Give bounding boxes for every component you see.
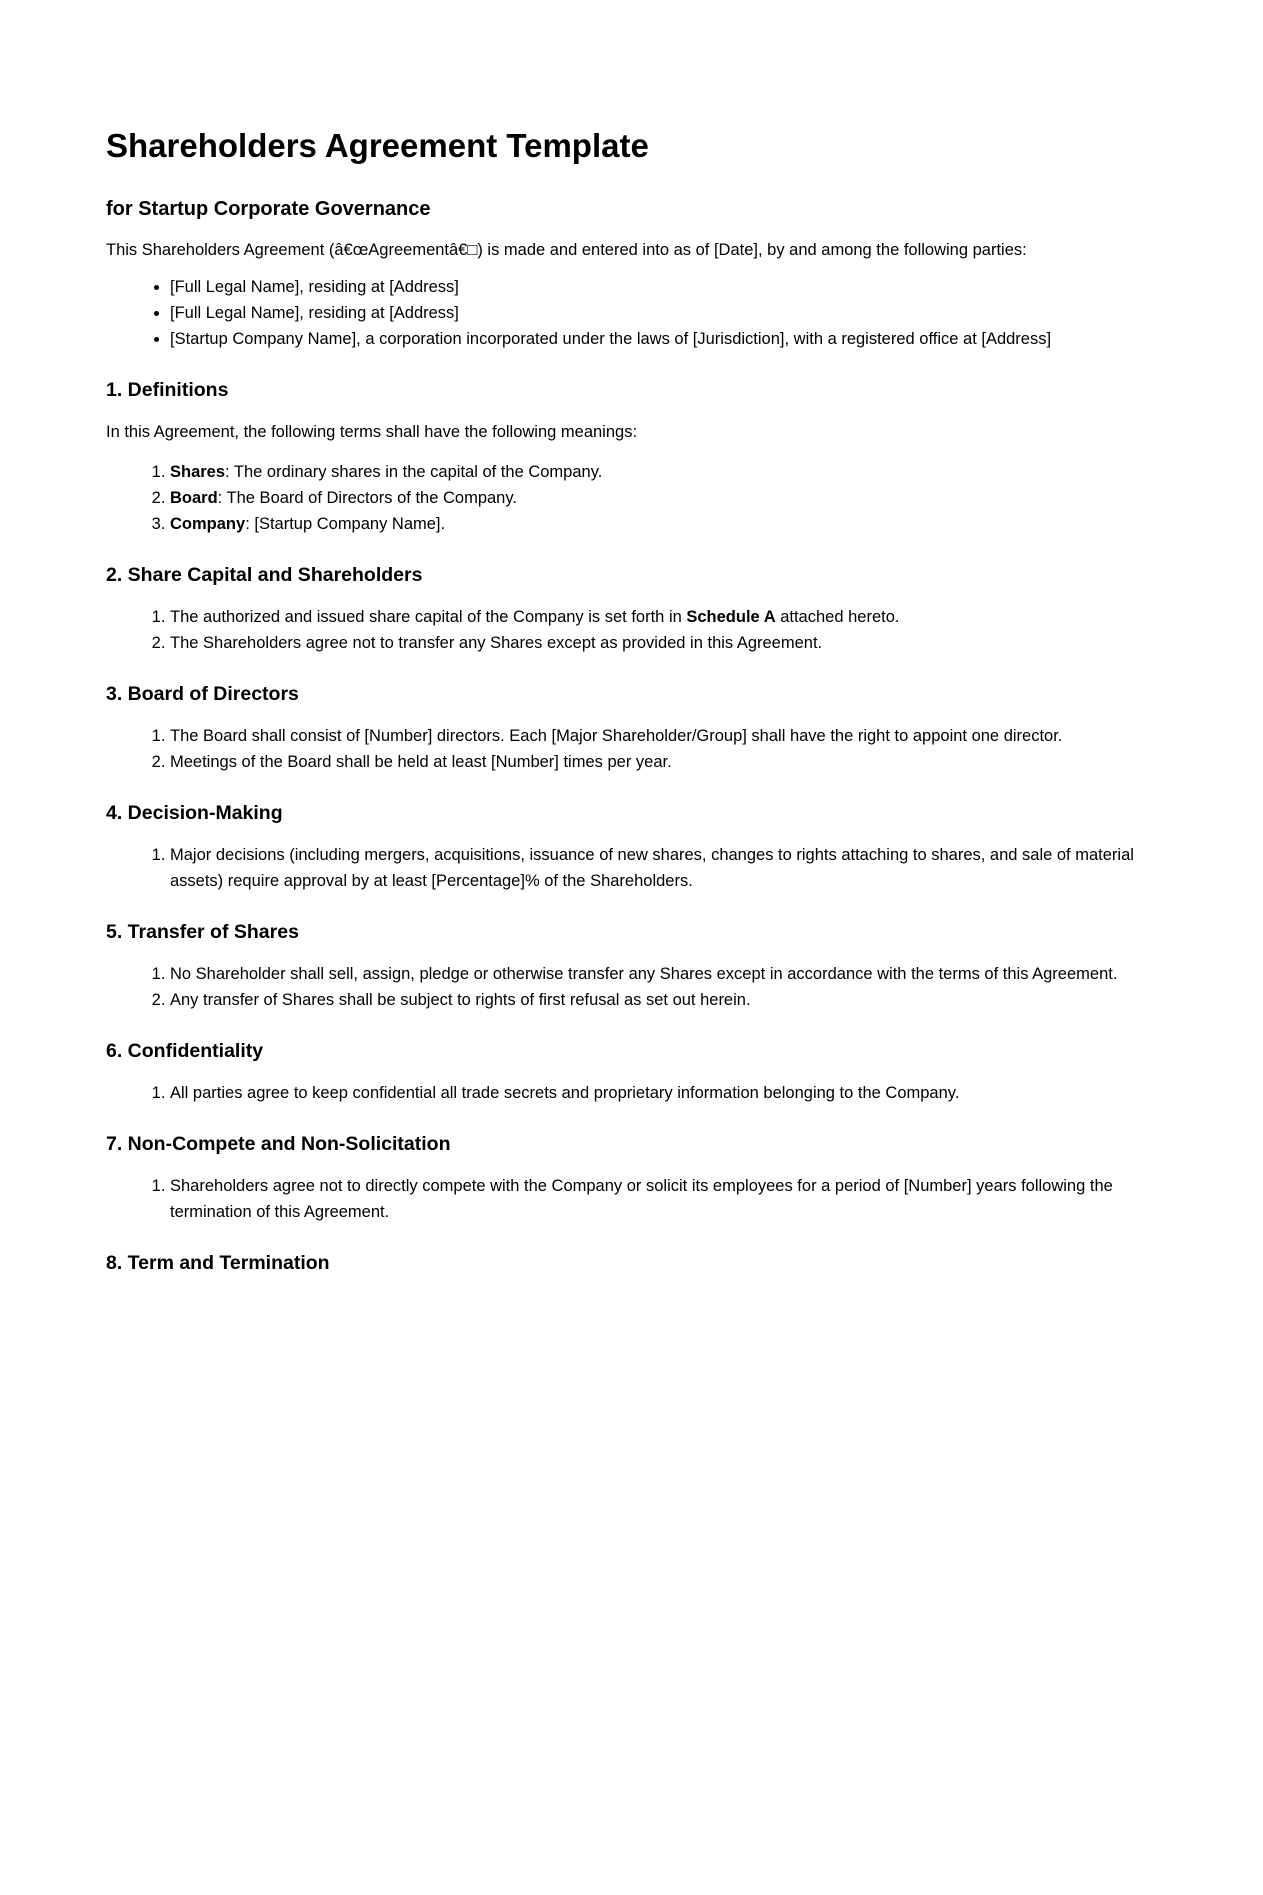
clause-item: 1. Shareholders agree not to directly compete with the Company or solicit its employees for a period of [Number] years following the termination of this Agreement.: [170, 1173, 1156, 1225]
party-item: • [Startup Company Name], a corporation incorporated under the laws of [Jurisdiction], with a registered office at [Address]: [170, 326, 1156, 352]
intro-paragraph: This Shareholders Agreement (â€œAgreementâ€□) is made and entered into as of [Date], by and among the following parties:: [106, 241, 1027, 259]
definition-item: [170, 485, 1156, 511]
section-definitions: [106, 378, 1156, 537]
clause-item: 1. No Shareholder shall sell, assign, pledge or otherwise transfer any Shares except in accordance with the terms of this Agreement.: [170, 961, 1156, 987]
clause-list: [106, 604, 1156, 656]
clause-text: The authorized and issued share capital of the Company is set forth in: [170, 608, 687, 626]
section-term-and-termination: [106, 1251, 1156, 1275]
section-heading: 1. Definitions: [106, 379, 229, 401]
schedule-reference: Schedule A: [686, 608, 776, 626]
section-heading: 3. Board of Directors: [106, 683, 299, 705]
clause-list: [106, 961, 1156, 1013]
definition-text: : The ordinary shares in the capital of the Company.: [225, 463, 603, 481]
clause-item: 1. All parties agree to keep confidential all trade secrets and proprietary information belonging to the Company.: [170, 1080, 1156, 1106]
section-lead: In this Agreement, the following terms shall have the following meanings:: [106, 423, 638, 441]
definition-text: : [Startup Company Name].: [245, 515, 446, 533]
parties-list: [106, 274, 1156, 352]
section-transfer-of-shares: [106, 920, 1156, 1013]
definition-item: [170, 511, 1156, 537]
clause-item: 2. The Shareholders agree not to transfer any Shares except as provided in this Agreement.: [170, 630, 1156, 656]
section-decision-making: [106, 801, 1156, 894]
document-title: Shareholders Agreement Template: [106, 127, 649, 164]
clause-list: [106, 842, 1156, 894]
clause-text: attached hereto.: [775, 608, 900, 626]
section-board-of-directors: [106, 682, 1156, 775]
clause-item: 2. Any transfer of Shares shall be subject to rights of first refusal as set out herein.: [170, 987, 1156, 1013]
section-confidentiality: [106, 1039, 1156, 1106]
definitions-list: [106, 459, 1156, 537]
clause-list: [106, 723, 1156, 775]
section-heading: 2. Share Capital and Shareholders: [106, 564, 423, 586]
clause-item: [170, 604, 1156, 630]
clause-item: 1. Major decisions (including mergers, acquisitions, issuance of new shares, changes to rights attaching to shares, and sale of material assets) require approval by at least [Percentage]% of the Shareholders.: [170, 842, 1156, 894]
definition-term: Shares: [170, 463, 226, 481]
section-heading: 6. Confidentiality: [106, 1040, 264, 1062]
document-subtitle: for Startup Corporate Governance: [106, 198, 431, 220]
definition-text: : The Board of Directors of the Company.: [217, 489, 517, 507]
section-heading: 7. Non-Compete and Non-Solicitation: [106, 1133, 451, 1155]
section-heading: 8. Term and Termination: [106, 1252, 330, 1274]
party-item: • [Full Legal Name], residing at [Address]: [170, 300, 1156, 326]
clause-list: [106, 1173, 1156, 1225]
definition-item: [170, 459, 1156, 485]
section-share-capital: [106, 563, 1156, 656]
clause-item: 2. Meetings of the Board shall be held at least [Number] times per year.: [170, 749, 1156, 775]
section-heading: 4. Decision-Making: [106, 802, 283, 824]
definition-term: Board: [170, 489, 218, 507]
definition-term: Company: [170, 515, 246, 533]
section-heading: 5. Transfer of Shares: [106, 921, 299, 943]
section-non-compete: [106, 1132, 1156, 1225]
clause-item: 1. The Board shall consist of [Number] directors. Each [Major Shareholder/Group] shall have the right to appoint one director.: [170, 723, 1156, 749]
party-item: • [Full Legal Name], residing at [Address]: [170, 274, 1156, 300]
clause-list: [106, 1080, 1156, 1106]
